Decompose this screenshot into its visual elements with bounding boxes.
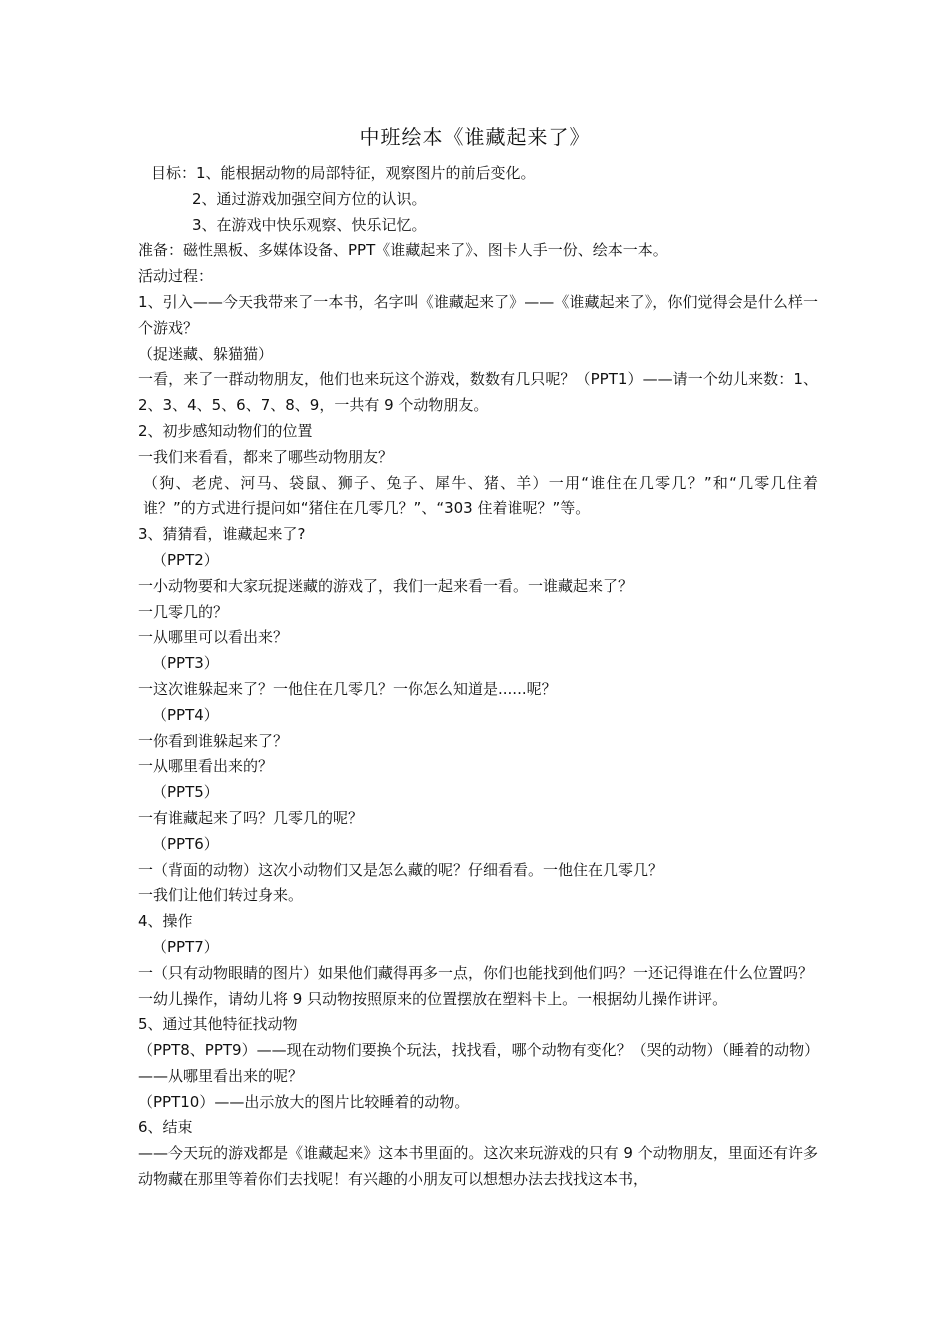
section-2-heading: 2、初步感知动物们的位置 <box>138 421 313 440</box>
question-line: 一从哪里看出来的？ <box>138 757 274 776</box>
question-line: 一你看到谁躲起来了？ <box>138 731 289 750</box>
ppt-label: （PPT4） <box>152 705 219 724</box>
question-line: 一小动物要和大家玩捉迷藏的游戏了，我们一起来看一看。一谁藏起来了？ <box>138 576 634 595</box>
ppt-label: （PPT6） <box>152 834 219 853</box>
ppt8-9-paragraph: （PPT8、PPT9）——现在动物们要换个玩法，找找看，哪个动物有变化？（哭的动物）（睡着的动物） <box>138 1041 820 1060</box>
document-body <box>138 161 818 1193</box>
ppt-label: （PPT3） <box>152 654 219 673</box>
question-line: 一有谁藏起来了吗？几零几的呢？ <box>138 808 364 827</box>
question-line: 一我们让他们转过身来。 <box>138 886 304 905</box>
question-line: 一几零几的？ <box>138 602 229 621</box>
question-line: 一（背面的动物）这次小动物们又是怎么藏的呢？仔细看看。一他住在几零几？ <box>138 860 664 879</box>
goal-line-3: 3、在游戏中快乐观察、快乐记忆。 <box>192 215 427 234</box>
question-line: 一这次谁躲起来了？一他住在几零几？一你怎么知道是......呢？ <box>138 679 557 698</box>
ppt-label: （PPT7） <box>152 937 219 956</box>
operation-line: 一幼儿操作，请幼儿将 9 只动物按照原来的位置摆放在塑料卡上。一根据幼儿操作讲评。 <box>138 989 728 1008</box>
ppt-label: （PPT2） <box>152 550 219 569</box>
answer-hide-and-seek: （捉迷藏、躲猫猫） <box>138 344 274 363</box>
section-5-heading: 5、通过其他特征找动物 <box>138 1015 298 1034</box>
eyes-only-paragraph: 一（只有动物眼睛的图片）如果他们藏得再多一点，你们也能找到他们吗？一还记得谁在什么位置吗？ <box>138 963 814 982</box>
question-line: 一我们来看看，都来了哪些动物朋友？ <box>138 447 394 466</box>
process-heading: 活动过程： <box>138 267 214 286</box>
section-3-heading: 3、猜猜看，谁藏起来了? <box>138 525 306 544</box>
goal-line-2: 2、通过游戏加强空间方位的认识。 <box>192 189 427 208</box>
section-4-heading: 4、操作 <box>138 912 193 931</box>
section-6-heading: 6、结束 <box>138 1118 193 1137</box>
question-line: 一从哪里可以看出来？ <box>138 628 289 647</box>
ppt10-line: （PPT10）——出示放大的图片比较睡着的动物。 <box>138 1092 470 1111</box>
document-title: 中班绘本《谁藏起来了》 <box>359 125 591 149</box>
count-animals-paragraph: 一看，来了一群动物朋友，他们也来玩这个游戏，数数有几只呢？（PPT1）——请一个幼儿来数：1、2、3、4、5、6、7、8、9，一共有 9 个动物朋友。 <box>138 370 818 415</box>
animal-list-paragraph: （狗、老虎、河马、袋鼠、狮子、兔子、犀牛、猪、羊）一用“谁住在几零几？”和“几零几住着谁？”的方式进行提问如“猪住在几零几？”、“303 住着谁呢？”等。 <box>143 473 818 518</box>
goal-line-1: 目标：1、能根据动物的局部特征，观察图片的前后变化。 <box>151 164 536 182</box>
preparation-line: 准备：磁性黑板、多媒体设备、PPT《谁藏起来了》、图卡人手一份、绘本一本。 <box>138 241 668 260</box>
question-line: ——从哪里看出来的呢？ <box>138 1066 304 1085</box>
section-1-intro: 1、引入——今天我带来了一本书，名字叫《谁藏起来了》——《谁藏起来了》，你们觉得会是什么样一个游戏？ <box>138 292 818 337</box>
ppt-label: （PPT5） <box>152 783 219 802</box>
ending-paragraph: ——今天玩的游戏都是《谁藏起来》这本书里面的。这次来玩游戏的只有 9 个动物朋友，里面还有许多动物藏在那里等着你们去找呢！有兴趣的小朋友可以想想办法去找找这本书， <box>138 1144 818 1189</box>
